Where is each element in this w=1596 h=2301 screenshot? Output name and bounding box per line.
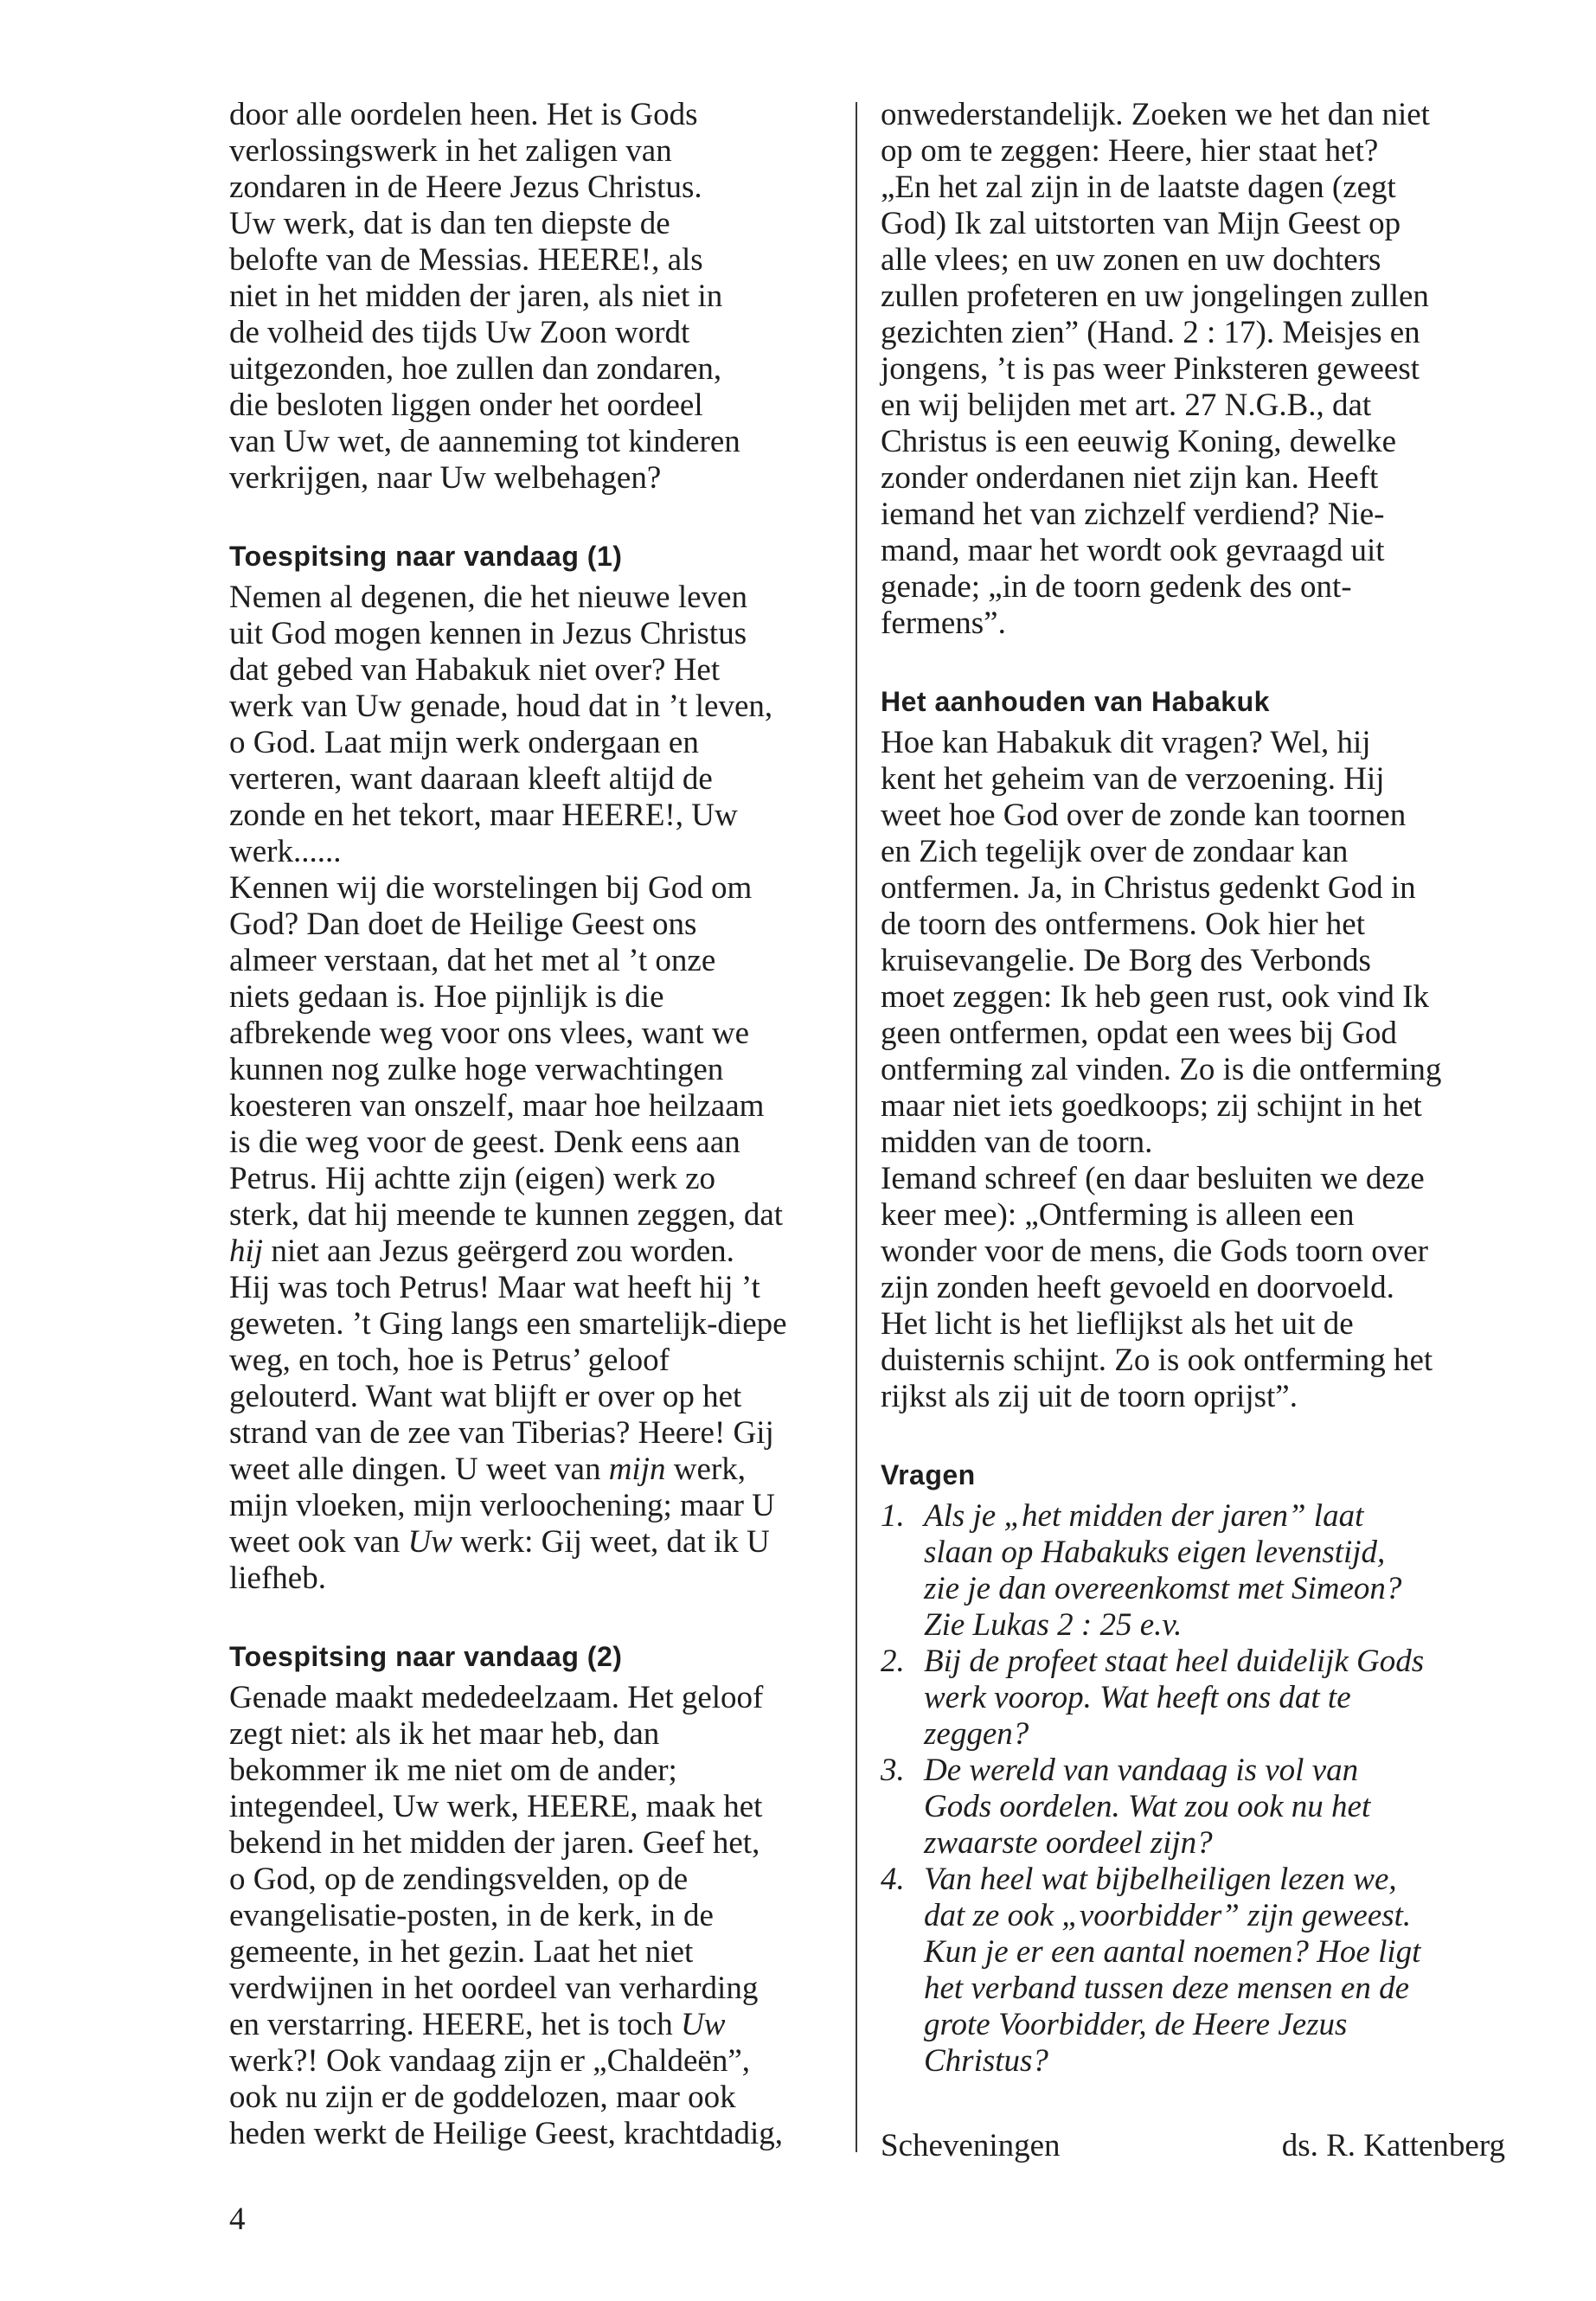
questions-list [881,1498,1503,2080]
list-item: 3. De wereld van vandaag is vol van Gods oordelen. Wat zou ook nu het zwaarste oordeel zijn? [881,1753,1371,1861]
toespitsing-2-paragraph: Genade maakt mededeelzaam. Het geloof zegt niet: als ik het maar heb, dan bekommer ik me niet om de ander; integendeel, Uw werk, HEERE, maak het bekend in het midden der jaren. Geef het, o God, op de zendingsvelden, op de evangelisatie-posten, in de kerk, in de gemeente, in het gezin. Laat het niet verdwijnen in het oordeel van verharding en verstarring. HEERE, het is toch Uw werk?! Ook vandaag zijn er „Chaldeën”, ook nu zijn er de goddelozen, maar ook heden werkt de Heilige Geest, krachtdadig, [229,1680,784,2151]
section-heading-vragen: Vragen [881,1459,976,1490]
left-column [229,97,835,2152]
signature-author: ds. R. Kattenberg [1281,2128,1505,2163]
question-number: 3. [881,1753,905,1788]
question-number: 2. [881,1644,905,1679]
question-number: 4. [881,1862,905,1897]
column-divider [856,102,857,2152]
section-heading-aanhouden: Het aanhouden van Habakuk [881,686,1270,717]
section-heading-toespitsing-2: Toespitsing naar vandaag (2) [229,1641,623,1672]
signature-place: Scheveningen [881,2128,1061,2163]
toespitsing-1-paragraph-1: Nemen al degenen, die het nieuwe leven uit God mogen kennen in Jezus Christus dat gebed van Habakuk niet over? Het werk van Uw genade, houd dat in ’t leven, o God. Laat mijn werk ondergaan en verteren, want daaraan kleeft altijd de zonde en het tekort, maar HEERE!, Uw werk...... [229,580,773,869]
list-item: 1. Als je „het midden der jaren” laat slaan op Habakuks eigen levenstijd, zie je dan overeenkomst met Simeon? Zie Lukas 2 : 25 e.v. [881,1498,1402,1643]
intro-paragraph-right: onwederstandelijk. Zoeken we het dan niet op om te zeggen: Heere, hier staat het? „En het zal zijn in de laatste dagen (zegt God) Ik zal uitstorten van Mijn Geest op alle vlees; en uw zonen en uw dochters zullen profeteren en uw jongelingen zullen gezichten zien” (Hand. 2 : 17). Meisjes en jongens, ’t is pas weer Pinksteren geweest en wij belijden met art. 27 N.G.B., dat Christus is een eeuwig Koning, dewelke zonder onderdanen niet zijn kan. Heeft iemand het van zichzelf verdiend? Nie- mand, maar het wordt ook gevraagd uit genade; „in de toorn gedenk des ont- fermens”. [881,97,1430,641]
question-number: 1. [881,1498,905,1534]
list-item: 4. Van heel wat bijbelheiligen lezen we, dat ze ook „voorbidder” zijn geweest. Kun je er een aantal noemen? Hoe ligt het verband tussen deze mensen en de grote Voorbidder, de Heere Jezus Christus? [881,1862,1421,2079]
section-heading-toespitsing-1: Toespitsing naar vandaag (1) [229,541,623,572]
toespitsing-1-paragraph-2: Kennen wij die worstelingen bij God om God? Dan doet de Heilige Geest ons almeer verstaan, dat het met al ’t onze niets gedaan is. Hoe pijnlijk is die afbrekende weg voor ons vlees, want we kunnen nog zulke hoge verwachtingen koesteren van onszelf, maar hoe heilzaam is die weg voor de geest. Denk eens aan Petrus. Hij achtte zijn (eigen) werk zo sterk, dat hij meende te kunnen zeggen, dat hij niet aan Jezus geërgerd zou worden. Hij was toch Petrus! Maar wat heeft hij ’t geweten. ’t Ging langs een smartelijk-diepe weg, en toch, hoe is Petrus’ geloof gelouterd. Want wat blijft er over op het strand van de zee van Tiberias? Heere! Gij weet alle dingen. U weet van mijn werk, mijn vloeken, mijn verloochening; maar U weet ook van Uw werk: Gij weet, dat ik U liefheb. [229,870,787,1596]
right-column [881,97,1503,2080]
aanhouden-paragraph-1: Hoe kan Habakuk dit vragen? Wel, hij kent het geheim van de verzoening. Hij weet hoe God over de zonde kan toornen en Zich tegelijk over de zondaar kan ontfermen. Ja, in Christus gedenkt God in de toorn des ontfermens. Ook hier het kruisevangelie. De Borg des Verbonds moet zeggen: Ik heb geen rust, ook vind Ik geen ontfermen, opdat een wees bij God ontferming zal vinden. Zo is die ontferming maar niet iets goedkoops; zij schijnt in het midden van de toorn. [881,725,1442,1160]
intro-paragraph-left: door alle oordelen heen. Het is Gods verlossingswerk in het zaligen van zondaren in de Heere Jezus Christus. Uw werk, dat is dan ten diepste de belofte van de Messias. HEERE!, als niet in het midden der jaren, als niet in de volheid des tijds Uw Zoon wordt uitgezonden, hoe zullen dan zondaren, die besloten liggen onder het oordeel van Uw wet, de aanneming tot kinderen verkrijgen, naar Uw welbehagen? [229,97,740,496]
list-item: 2. Bij de profeet staat heel duidelijk Gods werk voorop. Wat heeft ons dat te zeggen? [881,1644,1425,1752]
aanhouden-paragraph-2: Iemand schreef (en daar besluiten we deze keer mee): „Ontferming is alleen een wonder voor de mens, die Gods toorn over zijn zonden heeft gevoeld en doorvoeld. Het licht is het lieflijkst als het uit de duisternis schijnt. Zo is ook ontferming het rijkst als zij uit de toorn oprijst”. [881,1161,1433,1414]
page-number: 4 [229,2202,246,2237]
